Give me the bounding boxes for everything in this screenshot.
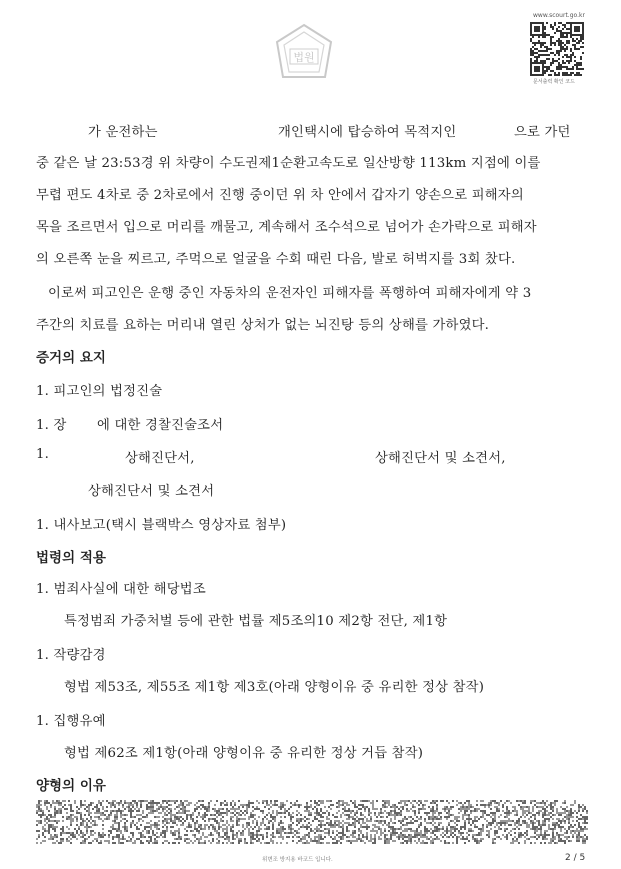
evidence-item-3d: 상해진단서 및 소견서 xyxy=(88,484,215,499)
body-line-1c: 으로 가던 xyxy=(514,125,571,140)
evidence-item-1: 1. 피고인의 법정진술 xyxy=(36,384,163,399)
body-line-6: 이로써 피고인은 운행 중인 자동차의 운전자인 피해자를 폭행하여 피해자에게 약 3 xyxy=(48,286,532,301)
law-heading: 법령의 적용 xyxy=(36,550,106,566)
law-item-3-detail: 형법 제62조 제1항(아래 양형이유 중 유리한 정상 거듭 참작) xyxy=(64,746,424,761)
law-item-3: 1. 집행유예 xyxy=(36,714,106,729)
evidence-item-2a: 1. 장 xyxy=(36,418,67,433)
evidence-item-3c: 상해진단서 및 소견서, xyxy=(375,451,506,466)
evidence-heading: 증거의 요지 xyxy=(36,350,106,366)
body-line-7: 주간의 치료를 요하는 머리내 열린 상처가 없는 뇌진탕 등의 상해를 가하였다. xyxy=(36,318,490,333)
law-item-2-detail: 형법 제53조, 제55조 제1항 제3호(아래 양형이유 중 유리한 정상 참작) xyxy=(64,680,485,695)
barcode-note: 위변조 방지용 바코드 입니다. xyxy=(262,857,333,863)
law-item-1-detail: 특정범죄 가중처벌 등에 관한 법률 제5조의10 제2항 전단, 제1항 xyxy=(64,614,448,629)
page-number: 2 / 5 xyxy=(565,853,586,863)
seal-text: 법원 xyxy=(293,51,315,64)
body-line-2: 중 같은 날 23:53경 위 차량이 수도권제1순환고속도로 일산방향 113km 지점에 이를 xyxy=(36,156,541,171)
court-seal-icon xyxy=(272,22,336,86)
evidence-item-4: 1. 내사보고(택시 블랙박스 영상자료 첨부) xyxy=(36,518,287,533)
evidence-item-3a: 1. xyxy=(36,447,50,462)
evidence-item-2b: 에 대한 경찰진술조서 xyxy=(97,418,224,433)
site-url: www.scourt.go.kr xyxy=(533,12,585,19)
qr-code-label: 문서출력 확인 코드 xyxy=(533,79,575,85)
body-line-5: 의 오른쪽 눈을 찌르고, 주먹으로 얼굴을 수회 때린 다음, 발로 허벅지를 3회 찼다. xyxy=(36,252,516,267)
sentencing-heading: 양형의 이유 xyxy=(36,778,106,794)
body-line-1b: 개인택시에 탑승하여 목적지인 xyxy=(278,125,457,140)
law-item-1: 1. 범죄사실에 대한 해당법조 xyxy=(36,582,206,597)
evidence-item-3b: 상해진단서, xyxy=(125,451,195,466)
court-seal xyxy=(272,22,336,86)
body-line-4: 목을 조르면서 입으로 머리를 깨물고, 계속해서 조수석으로 넘어가 손가락으로 피해자 xyxy=(36,220,537,235)
body-line-3: 무렵 편도 4차로 중 2차로에서 진행 중이던 위 차 안에서 갑자기 양손으로 피해자의 xyxy=(36,188,524,203)
anti-forgery-barcode xyxy=(36,800,588,844)
qr-code-icon xyxy=(530,22,584,76)
law-item-2: 1. 작량감경 xyxy=(36,648,106,663)
body-line-1a: 가 운전하는 xyxy=(88,125,158,140)
